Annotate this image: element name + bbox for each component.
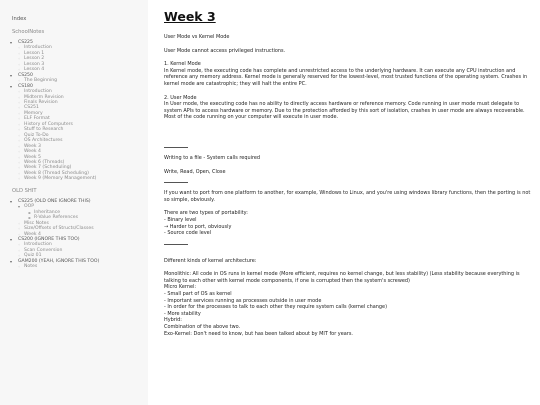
sidebar-item[interactable]: ◦ Week 8 (Thread Scheduling)	[10, 171, 148, 176]
paragraph: User Mode cannot access privileged instructions.	[164, 47, 286, 54]
sidebar-item[interactable]: ◦ Quiz To-Do	[10, 133, 148, 138]
notebook-label[interactable]: SchoolNotes	[12, 29, 45, 35]
paragraph: Different kinds of kernel architecture:	[164, 257, 257, 264]
sidebar-item[interactable]: ▾ CS200 (IGNORE THIS TOO)	[10, 237, 148, 242]
sidebar-item[interactable]: ▪ R-Value References	[10, 215, 148, 220]
spacer	[164, 183, 534, 190]
page-content	[164, 0, 534, 405]
paragraph: Exo-Kernel: Don't need to know, but has been talked about by MIT for years.	[164, 330, 353, 337]
sidebar-item[interactable]: ◦ Midterm Revision	[10, 95, 148, 100]
sidebar-item[interactable]: ◦ Week 9 (Memory Management)	[10, 176, 148, 181]
sidebar-item[interactable]: ▾ CS250	[10, 73, 148, 78]
paragraph: In Kernel mode, the executing code has complete and unrestricted access to the underlying hardware. It can execute any CPU instruction and reference any memory address. Kernel mode is generally reserved for the lowest-level, most trusted functions of the operating system. Crashes in kernel mode are catastrophic; they will halt the entire PC.	[164, 67, 528, 87]
paragraph: 2. User Mode	[164, 94, 197, 101]
sidebar-item[interactable]: ▾ OOP	[10, 204, 148, 209]
page-body	[164, 34, 534, 337]
sidebar-item[interactable]: ◦ Notes	[10, 264, 148, 269]
spacer	[164, 264, 534, 271]
sidebar-item[interactable]: ▾ GAM200 (YEAH, IGNORE THIS TOO)	[10, 259, 148, 264]
paragraph: Write, Read, Open, Close	[164, 168, 226, 175]
spacer	[164, 237, 534, 244]
sidebar-tree	[10, 40, 148, 182]
sidebar-item[interactable]: ◦ Misc Notes	[10, 221, 148, 226]
paragraph: - Important services running as processes outside in user mode	[164, 297, 322, 304]
sidebar-item[interactable]: ◦ History of Computers	[10, 122, 148, 127]
spacer	[164, 54, 534, 61]
sidebar	[0, 0, 148, 405]
sidebar-item[interactable]: ◦ Stuff to Research	[10, 127, 148, 132]
page-title: Week 3	[164, 9, 216, 24]
sidebar-item[interactable]: ◦ Size/Offsets of Structs/Classes	[10, 226, 148, 231]
sidebar-item[interactable]: ◦ CS251	[10, 105, 148, 110]
spacer	[164, 134, 534, 147]
sidebar-item[interactable]: ◦ Week 7 (Scheduling)	[10, 165, 148, 170]
spacer	[164, 203, 534, 210]
sidebar-title: Index	[12, 16, 27, 22]
paragraph: Combination of the above two.	[164, 324, 241, 331]
sidebar-old-tree	[10, 199, 148, 270]
paragraph: Writing to a file - System calls required	[164, 154, 261, 161]
paragraph: If you want to port from one platform to another, for example, Windows to Linux, and you're using windows library functions, then the porting is not so simple, obviously.	[164, 190, 531, 203]
spacer	[164, 121, 534, 134]
sidebar-item[interactable]: ◦ Scan Conversion	[10, 248, 148, 253]
paragraph: Hybrid:	[164, 317, 182, 324]
sidebar-item[interactable]: ◦ Lesson 2	[10, 56, 148, 61]
spacer	[164, 148, 534, 155]
sidebar-item[interactable]: ◦ ELF Format	[10, 116, 148, 121]
paragraph: - Small part of OS as kernel	[164, 291, 232, 298]
sidebar-item[interactable]: ◦ Lesson 3	[10, 62, 148, 67]
sidebar-item[interactable]: ◦ Quiz 01	[10, 253, 148, 258]
sidebar-item[interactable]: ◦ Introduction	[10, 45, 148, 50]
paragraph: 1. Kernel Mode	[164, 61, 201, 68]
paragraph: There are two types of portability:	[164, 210, 248, 217]
sidebar-item[interactable]: ◦ OS Architectures	[10, 138, 148, 143]
sidebar-item[interactable]: ◦ Week 4	[10, 149, 148, 154]
spacer	[164, 41, 534, 48]
sidebar-item[interactable]: ◦ Memory	[10, 111, 148, 116]
paragraph: In User mode, the executing code has no ability to directly access hardware or reference memory. Code running in user mode must delegate to system APIs to access hardware or memory. Due to the protection afforded by this sort of isolation, crashes in user mode are always recoverable. Most of the code running on your computer will execute in user mode.	[164, 101, 525, 121]
sidebar-item[interactable]: ▾ CS225	[10, 40, 148, 45]
sidebar-item[interactable]: ◦ Week 6 (Threads)	[10, 160, 148, 165]
sidebar-item[interactable]: ◦ The Beginning	[10, 78, 148, 83]
sidebar-item[interactable]: ◦ Finals Revision	[10, 100, 148, 105]
spacer	[164, 162, 534, 169]
paragraph: User Mode vs Kernel Mode	[164, 34, 230, 40]
sidebar-item[interactable]: ◦ Introduction	[10, 89, 148, 94]
spacer	[164, 175, 534, 182]
paragraph: Monolithic: All code in OS runs in kernel mode (More efficient, requires no kernel change, but less stability) (Less stability because everything is talking to each other with kernel mode components, if one is corrupted then the system's screwed)	[164, 271, 520, 284]
sidebar-item[interactable]: ◦ Week 5	[10, 155, 148, 160]
old-section-label[interactable]: OLD SHIT	[12, 187, 37, 194]
sidebar-item[interactable]: ◦ Week 3	[10, 144, 148, 149]
sidebar-item[interactable]: ◦ Lesson 1	[10, 51, 148, 56]
paragraph: - More stability	[164, 310, 201, 317]
sidebar-item[interactable]: ◦ Week 4	[10, 232, 148, 237]
paragraph: → Harder to port, obviously	[164, 223, 232, 230]
sidebar-item[interactable]: ▾ CS225 (OLD ONE IGNORE THIS)	[10, 199, 148, 204]
sidebar-item[interactable]: ▾ CS180	[10, 84, 148, 89]
paragraph: - Source code level	[164, 230, 212, 237]
paragraph: - Binary level	[164, 216, 197, 223]
paragraph: Micro Kernel:	[164, 284, 197, 291]
sidebar-item[interactable]: ◦ Introduction	[10, 242, 148, 247]
sidebar-item[interactable]: ◦ Lesson 4	[10, 67, 148, 72]
spacer	[164, 245, 534, 258]
sidebar-item[interactable]: ▪ Inheritance	[10, 210, 148, 215]
paragraph: - In order for the processes to talk to each other they require system calls (kernel change)	[164, 304, 387, 311]
spacer	[164, 88, 534, 95]
